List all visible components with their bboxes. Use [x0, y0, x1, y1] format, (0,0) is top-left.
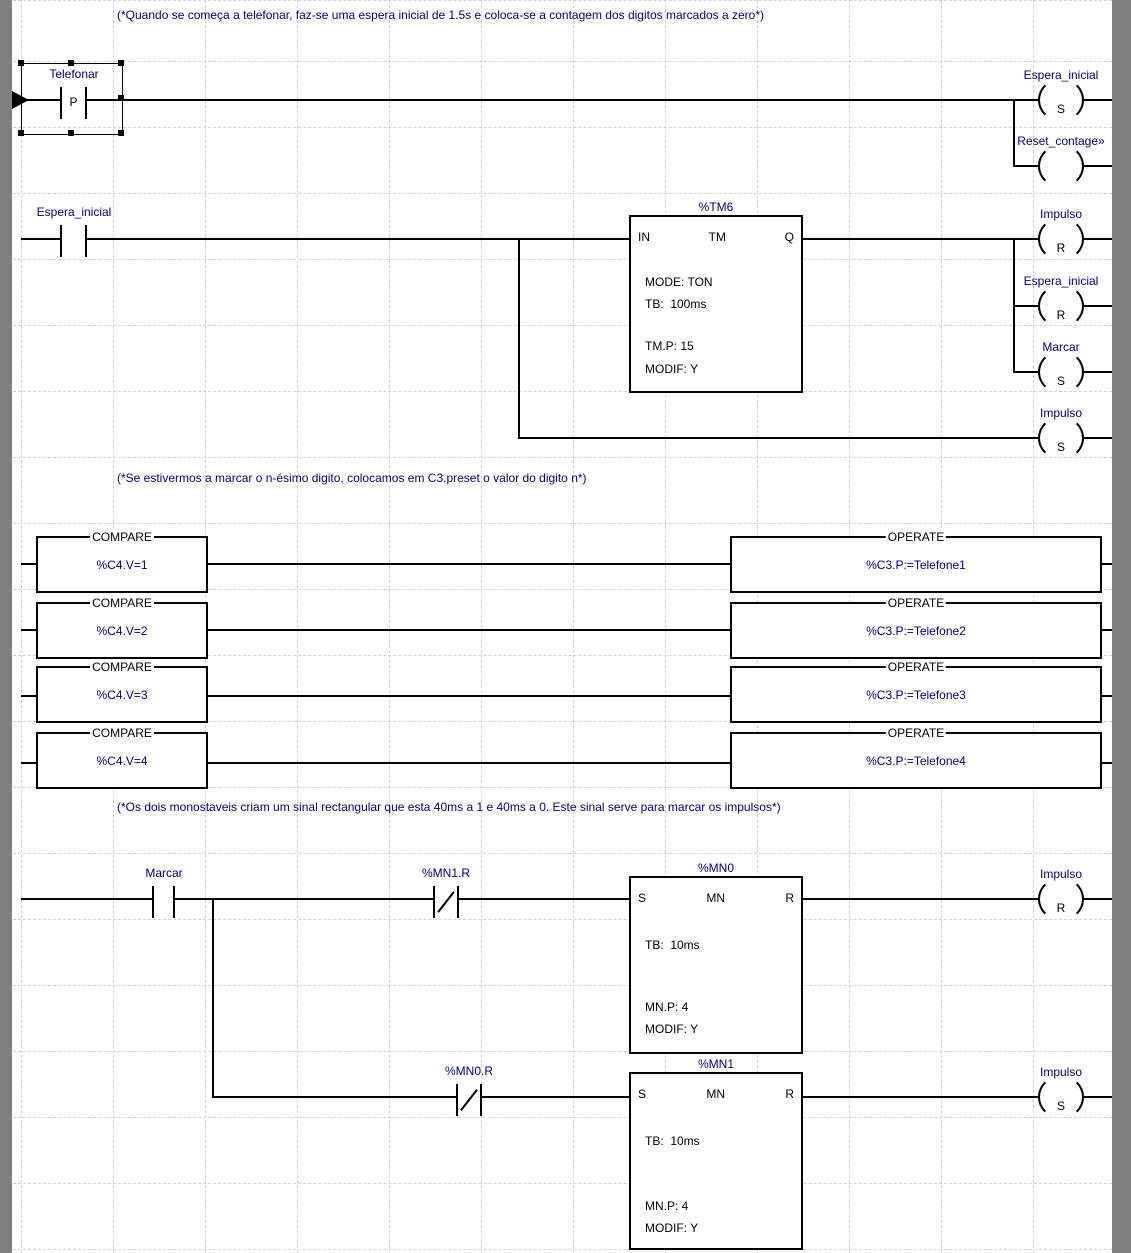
- operate-expression: %C3.P:=Telefone2: [866, 623, 966, 638]
- coil-reset-espera-inicial[interactable]: [1023, 274, 1099, 332]
- coil-letter: R: [1056, 241, 1066, 255]
- monostable-block-mn1[interactable]: [629, 1057, 803, 1250]
- param-modif: MODIF: Y: [645, 362, 699, 376]
- wire: [87, 238, 630, 240]
- wire: [1084, 898, 1112, 900]
- coil-letter: S: [1056, 1099, 1065, 1113]
- compare-block-4[interactable]: [36, 726, 208, 789]
- block-name: %TM6: [698, 200, 734, 214]
- negated-slash-icon: [460, 1089, 478, 1111]
- param-modif: MODIF: Y: [645, 1022, 699, 1036]
- coil-reset-impulso-mn0[interactable]: [1038, 867, 1084, 925]
- selection-handle[interactable]: [68, 130, 74, 136]
- grid-line: [13, 325, 1112, 326]
- coil-icon: [1038, 416, 1084, 460]
- operate-block-2[interactable]: [730, 596, 1102, 659]
- pin-fn: TM: [708, 230, 726, 244]
- wire: [1102, 629, 1112, 631]
- block-title: COMPARE: [92, 596, 152, 610]
- block-name: %MN0: [697, 861, 734, 875]
- grid-line: [13, 1183, 1112, 1184]
- wire: [1084, 238, 1112, 240]
- pin-out: R: [785, 1087, 794, 1101]
- right-chrome-bar: [1112, 0, 1131, 1253]
- wire: [21, 898, 152, 900]
- grid-line: [13, 853, 1112, 854]
- grid-line: [13, 193, 1112, 194]
- coil-icon: [1038, 217, 1084, 261]
- contact-label-espera-inicial: Espera_inicial: [36, 205, 112, 219]
- negated-slash-icon: [437, 891, 455, 913]
- param-mode: MODE: TON: [645, 275, 713, 289]
- param-preset: TM.P: 15: [645, 339, 694, 353]
- grid-line: [13, 61, 1112, 62]
- left-chrome-bar: [0, 0, 12, 1253]
- coil-letter: R: [1056, 308, 1066, 322]
- coil-set-impulso[interactable]: [1038, 406, 1084, 464]
- coil-set-espera-inicial[interactable]: [1023, 68, 1099, 126]
- coil-label: Impulso: [1039, 1065, 1083, 1079]
- contact-bar-icon: [433, 886, 435, 918]
- wire: [21, 695, 36, 697]
- timer-block-tm6[interactable]: [629, 200, 803, 393]
- grid-line: [13, 1051, 1112, 1052]
- block-title: OPERATE: [887, 530, 945, 544]
- monostable-block-mn0[interactable]: [629, 861, 803, 1054]
- coil-icon: [1038, 284, 1084, 328]
- compare-expression: %C4.V=3: [96, 687, 148, 702]
- selection-handle[interactable]: [18, 130, 24, 136]
- block-name: %MN1: [697, 1057, 734, 1071]
- wire: [1013, 371, 1038, 373]
- pin-in: S: [638, 1087, 647, 1101]
- wire: [1013, 305, 1038, 307]
- grid-line: [13, 259, 1112, 260]
- wire: [1102, 762, 1112, 764]
- wire: [208, 629, 730, 631]
- wire: [21, 629, 36, 631]
- contact-espera-inicial[interactable]: [60, 225, 87, 257]
- param-preset: MN.P: 4: [645, 1000, 689, 1014]
- pin-out: R: [785, 891, 794, 905]
- pin-fn: MN: [706, 891, 725, 905]
- block-title: OPERATE: [887, 596, 945, 610]
- operate-expression: %C3.P:=Telefone1: [866, 557, 966, 572]
- param-preset: MN.P: 4: [645, 1199, 689, 1213]
- selection-handle[interactable]: [118, 130, 124, 136]
- coil-reset-contagem[interactable]: [1017, 134, 1105, 192]
- selection-rectangle: [21, 63, 123, 135]
- compare-expression: %C4.V=1: [96, 557, 148, 572]
- wire: [212, 898, 214, 1098]
- contact-label-telefonar: Telefonar: [49, 67, 99, 81]
- grid-line: [13, 457, 1112, 458]
- contact-label-mn0r: %MN0.R: [444, 1064, 494, 1078]
- wire: [1084, 437, 1112, 439]
- coil-label: Impulso: [1039, 867, 1083, 881]
- selection-handle[interactable]: [18, 60, 24, 66]
- block-pins: [631, 1087, 801, 1101]
- contact-label-mn1r: %MN1.R: [421, 866, 471, 880]
- wire: [803, 898, 1038, 900]
- pin-fn: MN: [706, 1087, 725, 1101]
- grid-line: [13, 391, 1112, 392]
- grid-line: [297, 0, 298, 1253]
- contact-mn0r-closed[interactable]: [456, 1084, 482, 1116]
- wire: [518, 238, 520, 439]
- block-title: COMPARE: [92, 530, 152, 544]
- wire: [803, 238, 1038, 240]
- param-tb: TB: 10ms: [645, 1134, 700, 1148]
- compare-block-3[interactable]: [36, 660, 208, 723]
- wire: [1084, 1096, 1112, 1098]
- grid-line: [13, 1249, 1112, 1250]
- contact-bar-icon: [173, 886, 175, 918]
- wire: [1084, 371, 1112, 373]
- operate-block-4[interactable]: [730, 726, 1102, 789]
- wire: [1013, 165, 1038, 167]
- grid-line: [389, 0, 390, 1253]
- wire: [21, 238, 60, 240]
- grid-line: [13, 985, 1112, 986]
- grid-line: [21, 0, 22, 1253]
- compare-block-2[interactable]: [36, 596, 208, 659]
- block-title: OPERATE: [887, 726, 945, 740]
- wire: [208, 695, 730, 697]
- contact-modifier: P: [69, 95, 78, 109]
- pin-in: S: [638, 891, 647, 905]
- param-tb: TB: 100ms: [645, 297, 707, 311]
- selection-handle[interactable]: [68, 60, 74, 66]
- contact-bar-icon: [456, 1084, 458, 1116]
- selection-handle[interactable]: [118, 60, 124, 66]
- wire: [1084, 305, 1112, 307]
- wire: [208, 563, 730, 565]
- operate-block-1[interactable]: [730, 530, 1102, 593]
- wire: [1084, 165, 1112, 167]
- wire: [208, 762, 730, 764]
- coil-letter: R: [1056, 901, 1066, 915]
- wire: [459, 898, 630, 900]
- contact-mn1r-closed[interactable]: [433, 886, 459, 918]
- contact-bar-icon: [85, 225, 87, 257]
- coil-icon: [1038, 1075, 1084, 1119]
- grid-line: [13, 1117, 1112, 1118]
- coil-icon: [1038, 350, 1084, 394]
- comment-3[interactable]: (*Os dois monostaveis criam um sinal rectangular que esta 40ms a 1 e 40ms a 0. Este sinal serve para marcar os impulsos*): [117, 800, 781, 814]
- compare-block-1[interactable]: [36, 530, 208, 593]
- coil-label: Impulso: [1039, 207, 1083, 221]
- grid-line: [13, 127, 1112, 128]
- param-modif: MODIF: Y: [645, 1221, 699, 1235]
- compare-expression: %C4.V=2: [96, 623, 148, 638]
- block-pins: [631, 891, 801, 905]
- grid-line: [573, 0, 574, 1253]
- contact-bar-icon: [480, 1084, 482, 1116]
- edit-cursor-arrow: [12, 91, 29, 109]
- wire: [21, 762, 36, 764]
- wire: [1084, 99, 1112, 101]
- coil-letter: S: [1056, 374, 1065, 388]
- block-title: OPERATE: [887, 660, 945, 674]
- coil-set-marcar[interactable]: [1038, 340, 1084, 398]
- grid-line: [13, 523, 1112, 524]
- operate-block-3[interactable]: [730, 660, 1102, 723]
- coil-label: Impulso: [1039, 406, 1083, 420]
- coil-label: Espera_inicial: [1023, 274, 1099, 288]
- operate-expression: %C3.P:=Telefone4: [866, 753, 966, 768]
- comment-2[interactable]: (*Se estivermos a marcar o n-ésimo digito, colocamos em C3.preset o valor do digito n*): [117, 471, 587, 485]
- coil-icon: [1038, 144, 1084, 188]
- operate-expression: %C3.P:=Telefone3: [866, 687, 966, 702]
- wire: [1102, 695, 1112, 697]
- contact-label-marcar: Marcar: [145, 866, 183, 880]
- selection-handle[interactable]: [118, 95, 124, 101]
- coil-reset-impulso[interactable]: [1038, 207, 1084, 265]
- coil-label: Espera_inicial: [1023, 68, 1099, 82]
- coil-label: Marcar: [1042, 340, 1080, 354]
- grid-line: [13, 0, 1112, 1]
- pin-out: Q: [784, 230, 794, 244]
- wire: [482, 1096, 630, 1098]
- coil-letter: S: [1056, 102, 1065, 116]
- param-tb: TB: 10ms: [645, 938, 700, 952]
- coil-icon: [1038, 877, 1084, 921]
- block-title: COMPARE: [92, 726, 152, 740]
- wire: [1013, 238, 1015, 373]
- wire: [518, 437, 1038, 439]
- wire: [1102, 563, 1112, 565]
- contact-bar-icon: [152, 886, 154, 918]
- contact-bar-icon: [457, 886, 459, 918]
- wire: [1013, 99, 1015, 167]
- coil-set-impulso-mn1[interactable]: [1038, 1065, 1084, 1123]
- wire: [21, 563, 36, 565]
- coil-label: Reset_contage»: [1017, 134, 1105, 148]
- wire: [212, 1096, 456, 1098]
- grid-line: [13, 919, 1112, 920]
- wire: [87, 99, 1038, 101]
- contact-marcar[interactable]: [152, 886, 175, 918]
- comment-1[interactable]: (*Quando se começa a telefonar, faz-se uma espera inicial de 1.5s e coloca-se a contagem dos digitos marcados a zero*): [117, 8, 765, 22]
- block-title: COMPARE: [92, 660, 152, 674]
- block-pins: [631, 230, 801, 244]
- pin-in: IN: [638, 230, 650, 244]
- contact-bar-icon: [60, 225, 62, 257]
- wire: [803, 1096, 1038, 1098]
- compare-expression: %C4.V=4: [96, 753, 148, 768]
- coil-icon: [1038, 78, 1084, 122]
- coil-letter: S: [1056, 440, 1065, 454]
